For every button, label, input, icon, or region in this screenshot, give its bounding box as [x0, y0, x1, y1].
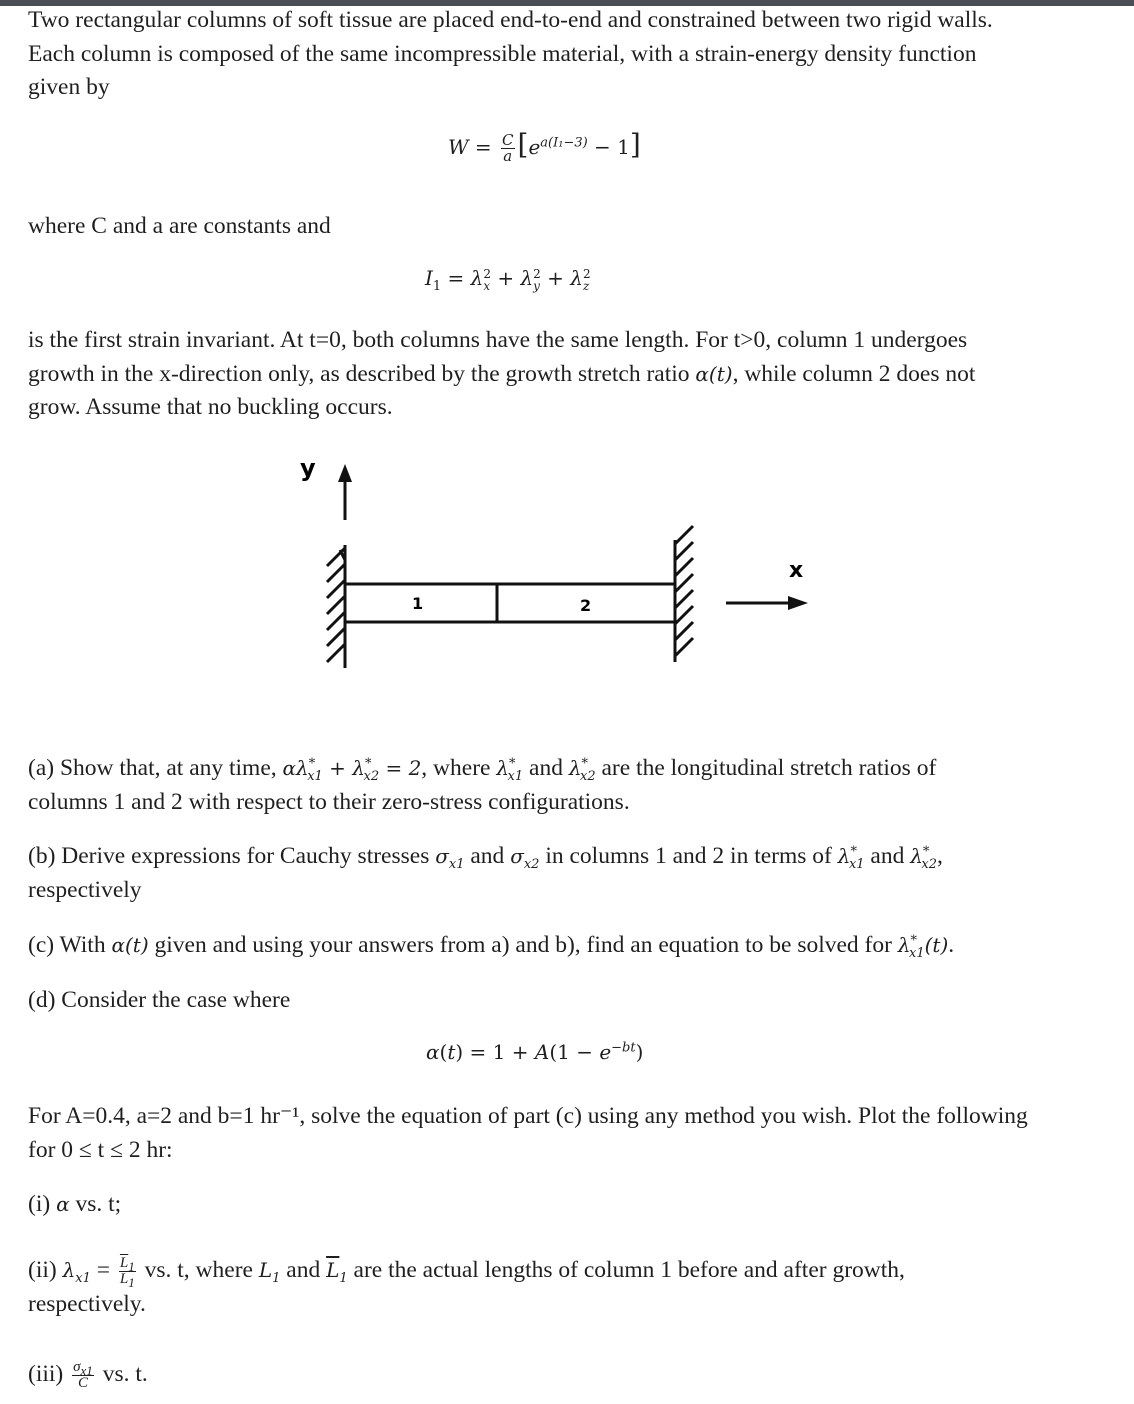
- left-wall: [327, 545, 345, 668]
- w-lhs: W =: [448, 135, 499, 159]
- part-b-line-2: respectively: [28, 876, 142, 903]
- right-wall: [675, 526, 693, 662]
- item-iii: (iii) $\frac{\sigma_{x1}}{C}$ vs. t.: [28, 1359, 148, 1392]
- intro-line-3: given by: [28, 74, 110, 100]
- i1-lambda-x: λ: [470, 266, 484, 290]
- y-axis-label: y: [300, 454, 316, 482]
- where-text: where C and a are constants and: [28, 213, 331, 239]
- part-d-line-1: (d) Consider the case where: [28, 987, 291, 1013]
- part-c: (c) With α(t) given and using your answers from a) and b), find an equation to be solved for $\lambda^*_{x1}(t)$.: [28, 932, 955, 961]
- i1-lhs: I: [425, 266, 433, 290]
- item-ii: [28, 1254, 1108, 1321]
- desc-line-2: growth in the x-direction only, as described by the growth stretch ratio α(t), while column 2 does not: [28, 360, 976, 387]
- i1-lhs-sub: 1: [432, 279, 442, 294]
- part-b: [28, 840, 1108, 907]
- part-d-para-line-2: for 0 ≤ t ≤ 2 hr:: [28, 1136, 173, 1163]
- column-2-label: 2: [580, 596, 592, 615]
- x-axis-label: x: [789, 558, 804, 583]
- y-axis-arrow: [338, 464, 352, 520]
- strain-energy-equation: W = $\frac{C}{a}$ $[e^{a(I_1-3)} - 1]$: [448, 128, 641, 165]
- part-b-line-1: (b) Derive expressions for Cauchy stresses $\sigma_{x1}$ and $\sigma_{x2}$ in columns 1 and 2 in terms of $\lambda^*_{x1}$ and $\lambda^*_{x2}$,: [28, 843, 943, 872]
- item-i: (i) α vs. t;: [28, 1191, 122, 1217]
- part-d-para-line-1: For A=0.4, a=2 and b=1 hr⁻¹, solve the equation of part (c) using any method you wish. Plot the following: [28, 1103, 1028, 1129]
- column-1-label: 1: [412, 594, 424, 613]
- w-frac-den: a: [503, 147, 513, 165]
- desc-line-3: grow. Assume that no buckling occurs.: [28, 394, 393, 420]
- part-a-line-1: (a) Show that, at any time, $\alpha\lambda^*_{x1} + \lambda^*_{x2} = 2$, where $\lambda^*_{x1}$ and $\lambda^*_{x2}$ are the longitudinal stretch ratios of: [28, 755, 937, 784]
- alpha-equation: $\alpha(t) = 1 + A(1 - e^{-bt})$: [426, 1040, 644, 1064]
- item-ii-line-1: (ii) $\lambda_{x1}$ = $\frac{\overline{L}_1}{L_1}$ vs. t, where $L_1$ and $\overline{L}_1$ are the actual lengths of column 1 before and after growth,: [28, 1255, 905, 1291]
- item-ii-line-2: respectively.: [28, 1290, 146, 1317]
- i1-lambda-z: λ: [570, 266, 583, 290]
- columns-body: [345, 584, 675, 622]
- part-a: [28, 752, 1108, 819]
- w-tail: − 1: [587, 135, 630, 159]
- intro-line-1: Two rectangular columns of soft tissue are placed end-to-end and constrained between two rigid walls.: [28, 7, 993, 33]
- x-axis-arrow: [726, 596, 808, 610]
- i1-lambda-y: λ: [520, 266, 534, 290]
- first-invariant-equation: $I_1 = \lambda$ 2 x + λ 2 y + λ 2 z: [425, 266, 591, 294]
- part-a-line-2: columns 1 and 2 with respect to their zero-stress configurations.: [28, 788, 630, 815]
- intro-line-2: Each column is composed of the same incompressible material, with a strain-energy density function: [28, 40, 977, 67]
- w-exponent: a(I₁−3): [540, 135, 588, 151]
- w-frac-num: C: [502, 131, 514, 149]
- part-d-paragraph: [28, 1100, 1108, 1167]
- desc-line-1: is the first strain invariant. At t=0, both columns have the same length. For t>0, column 1 undergoes: [28, 327, 968, 353]
- w-exp-base: e: [528, 135, 541, 159]
